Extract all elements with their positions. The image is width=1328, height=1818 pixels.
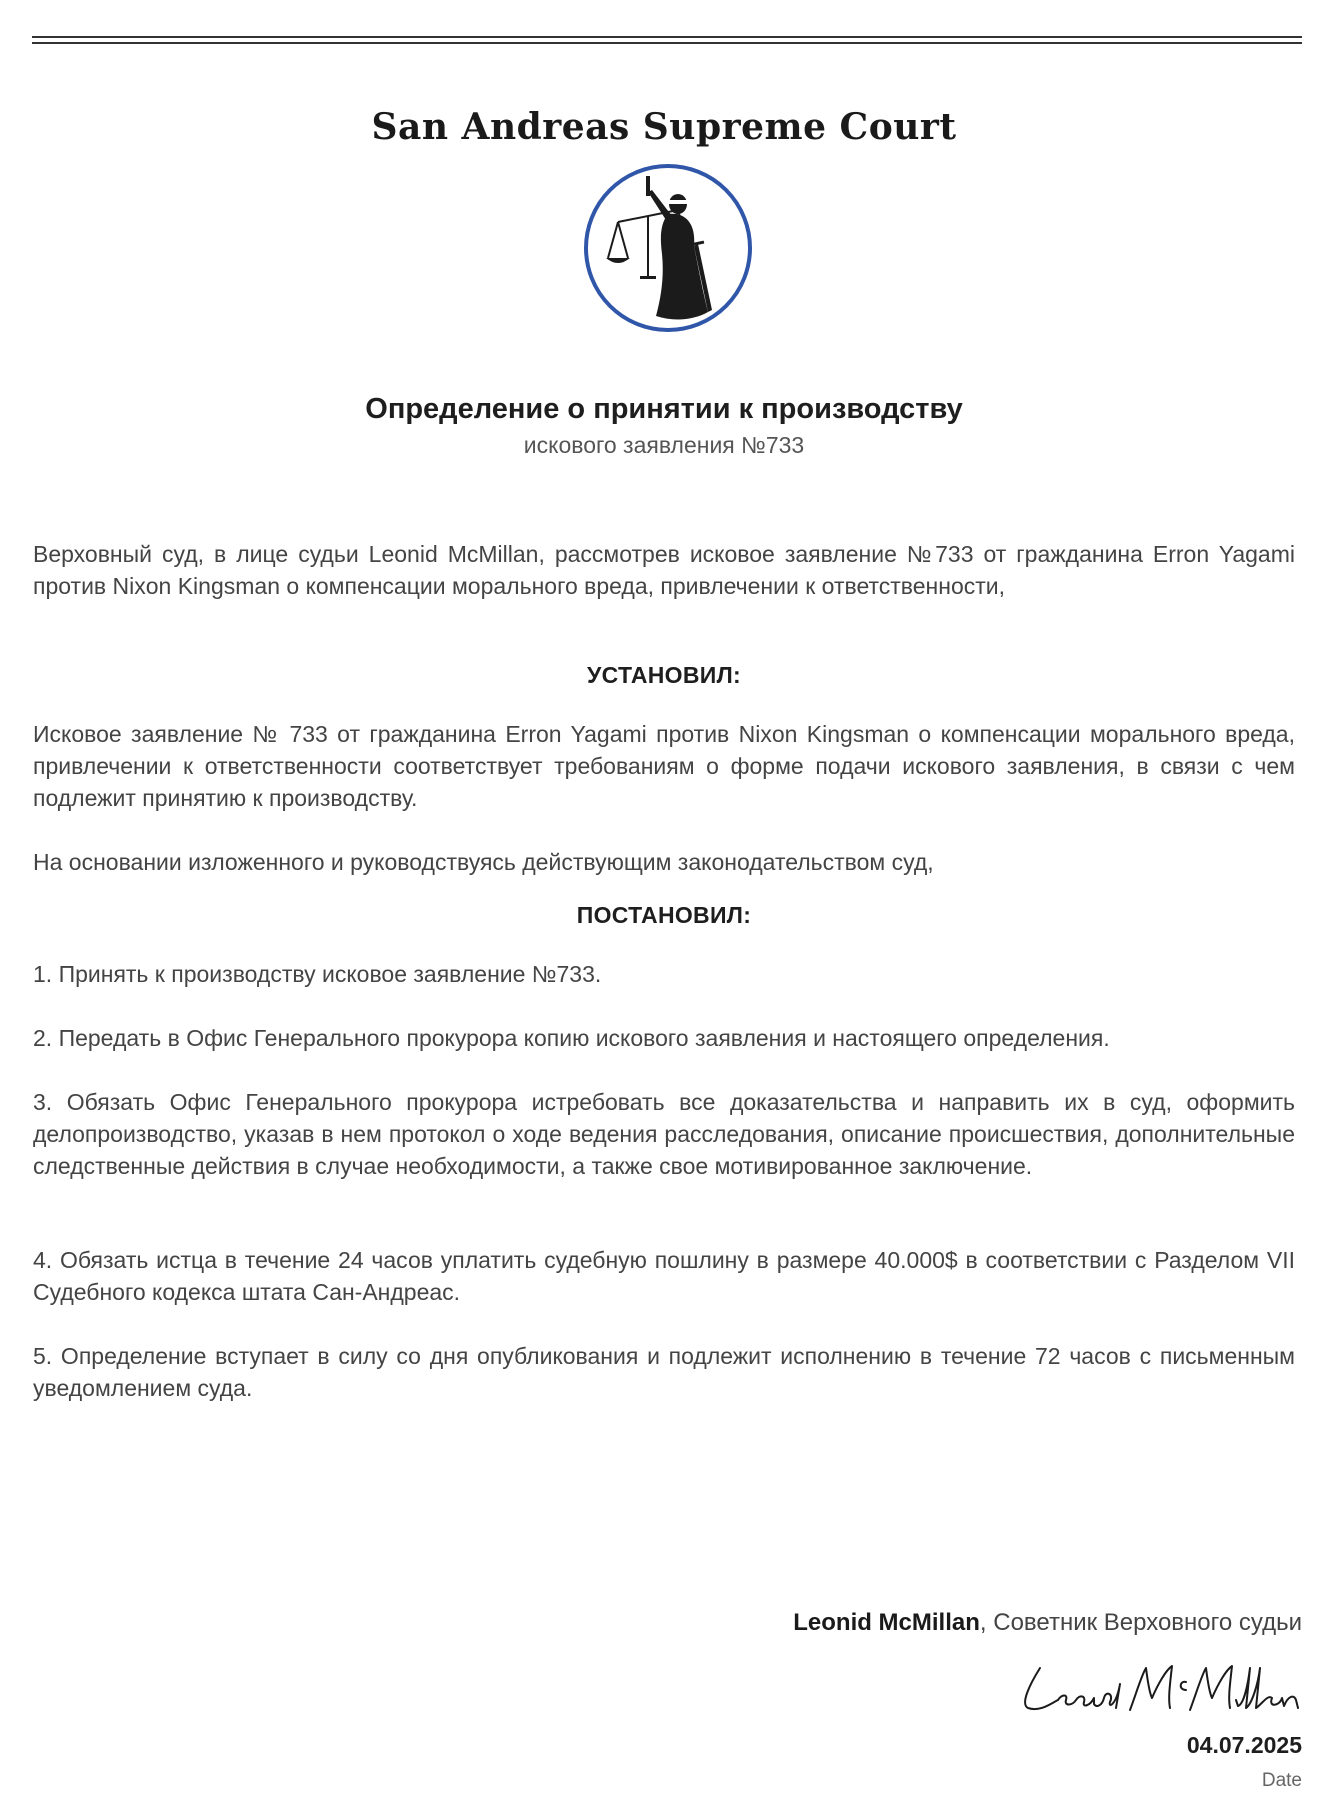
heading-established: УСТАНОВИЛ: bbox=[587, 662, 741, 688]
signatory-position: , Советник Верховного судьи bbox=[979, 1609, 1302, 1636]
list-item: 1. Принять к производству исковое заявление №733. bbox=[33, 961, 602, 987]
established-paragraph: Исковое заявление № 733 от гражданина Erron Yagami против Nixon Kingsman о компенсации морального вреда, привлечении к ответственности соответствует требованиям о форме подачи искового заявления, в связи с чем подлежит принятию к производству. bbox=[33, 721, 1295, 811]
document-subtitle: искового заявления №733 bbox=[523, 432, 805, 458]
list-item: 4. Обязать истца в течение 24 часов уплатить судебную пошлину в размере 40.000$ в соответствии с Разделом VII Судебного кодекса штата Сан-Андреас. bbox=[33, 1247, 1295, 1305]
list-item: 5. Определение вступает в силу со дня опубликования и подлежит исполнению в течение 72 часов с письменным уведомлением суда. bbox=[33, 1343, 1295, 1401]
date-label: Date bbox=[1261, 1770, 1302, 1791]
signatory-name: Leonid McMillan bbox=[793, 1609, 980, 1636]
heading-resolved: ПОСТАНОВИЛ: bbox=[576, 902, 752, 928]
top-rule bbox=[32, 36, 1302, 38]
intro-paragraph: Верховный суд, в лице судьи Leonid McMillan, рассмотрев исковое заявление №733 от гражданина Erron Yagami против Nixon Kingsman о компенсации морального вреда, привлечении к ответственности, bbox=[33, 541, 1295, 599]
top-rule-secondary bbox=[32, 42, 1302, 44]
court-name: San Andreas Supreme Court bbox=[371, 106, 957, 148]
list-item: 3. Обязать Офис Генерального прокурора истребовать все доказательства и направить их в суд, оформить делопроизводство, указав в нем протокол о ходе ведения расследования, описание происшествия, дополнительные следственные действия в случае необходимости, а также свое мотивированное заключение. bbox=[33, 1089, 1295, 1179]
handwritten-signature bbox=[1010, 1654, 1310, 1718]
signatory-line bbox=[793, 1609, 1302, 1637]
list-item: 2. Передать в Офис Генерального прокурора копию искового заявления и настоящего определения. bbox=[33, 1025, 1110, 1051]
document-title: Определение о принятии к производству bbox=[365, 393, 963, 425]
grounds-paragraph: На основании изложенного и руководствуясь действующим законодательством суд, bbox=[33, 849, 934, 875]
lady-justice-icon bbox=[582, 162, 754, 334]
date-value: 04.07.2025 bbox=[1186, 1732, 1302, 1758]
